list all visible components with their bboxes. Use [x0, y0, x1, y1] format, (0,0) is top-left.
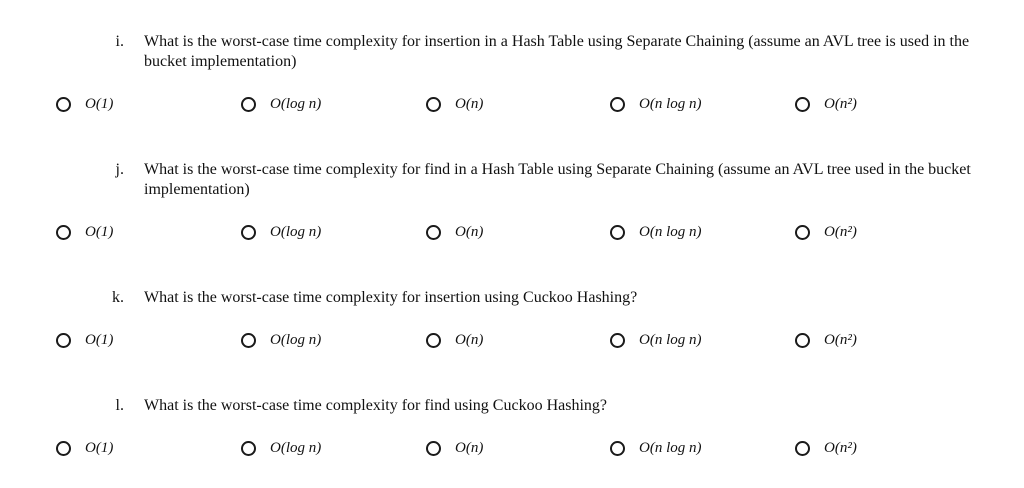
radio-circle-icon[interactable]: [610, 97, 625, 112]
option-label: O(1): [85, 331, 114, 348]
option-label: O(1): [85, 223, 114, 240]
option-o-n[interactable]: [426, 436, 483, 460]
option-o-1[interactable]: [56, 436, 113, 460]
option-label: O(n): [455, 331, 484, 348]
radio-circle-icon[interactable]: [241, 333, 256, 348]
option-label: O(n²): [824, 95, 857, 112]
option-label: O(1): [85, 439, 114, 456]
option-o-n-squared[interactable]: [795, 220, 857, 244]
option-o-log-n[interactable]: [241, 328, 321, 352]
option-label: O(log n): [270, 331, 322, 348]
radio-circle-icon[interactable]: [426, 333, 441, 348]
option-label: O(n): [455, 95, 484, 112]
option-o-log-n[interactable]: [241, 220, 321, 244]
option-label: O(n): [455, 439, 484, 456]
option-o-log-n[interactable]: [241, 92, 321, 116]
option-label: O(n²): [824, 223, 857, 240]
option-label: O(n²): [824, 331, 857, 348]
radio-circle-icon[interactable]: [56, 333, 71, 348]
option-label: O(n²): [824, 439, 857, 456]
option-o-n-log-n[interactable]: [610, 436, 702, 460]
option-o-n-log-n[interactable]: [610, 220, 702, 244]
radio-circle-icon[interactable]: [426, 97, 441, 112]
question-text: What is the worst-case time complexity for insertion in a Hash Table using Separate Chaining (assume an AVL tree is used in the bucket implementation): [144, 33, 970, 70]
question-text: What is the worst-case time complexity for find using Cuckoo Hashing?: [144, 397, 608, 414]
option-label: O(n log n): [639, 223, 702, 240]
option-label: O(n log n): [639, 439, 702, 456]
option-label: O(n log n): [639, 95, 702, 112]
radio-circle-icon[interactable]: [795, 441, 810, 456]
radio-circle-icon[interactable]: [56, 225, 71, 240]
option-o-log-n[interactable]: [241, 436, 321, 460]
option-o-n-squared[interactable]: [795, 436, 857, 460]
radio-circle-icon[interactable]: [795, 225, 810, 240]
radio-circle-icon[interactable]: [610, 441, 625, 456]
question-text: What is the worst-case time complexity for find in a Hash Table using Separate Chaining (assume an AVL tree used in the bucket implementation): [144, 161, 971, 198]
option-label: O(log n): [270, 95, 322, 112]
option-o-n[interactable]: [426, 220, 483, 244]
option-o-1[interactable]: [56, 220, 113, 244]
question-text: What is the worst-case time complexity for insertion using Cuckoo Hashing?: [144, 289, 638, 306]
radio-circle-icon[interactable]: [610, 333, 625, 348]
radio-circle-icon[interactable]: [795, 97, 810, 112]
radio-circle-icon[interactable]: [426, 225, 441, 240]
option-o-n-log-n[interactable]: [610, 328, 702, 352]
radio-circle-icon[interactable]: [426, 441, 441, 456]
option-o-n-squared[interactable]: [795, 328, 857, 352]
question-label: j.: [115, 161, 124, 178]
question-label: l.: [115, 397, 124, 414]
radio-circle-icon[interactable]: [795, 333, 810, 348]
option-label: O(log n): [270, 223, 322, 240]
radio-circle-icon[interactable]: [241, 225, 256, 240]
option-label: O(1): [85, 95, 114, 112]
option-label: O(log n): [270, 439, 322, 456]
option-o-n-log-n[interactable]: [610, 92, 702, 116]
radio-circle-icon[interactable]: [56, 441, 71, 456]
option-o-1[interactable]: [56, 328, 113, 352]
option-o-1[interactable]: [56, 92, 113, 116]
question-label: k.: [112, 289, 124, 306]
option-label: O(n log n): [639, 331, 702, 348]
radio-circle-icon[interactable]: [241, 97, 256, 112]
option-o-n-squared[interactable]: [795, 92, 857, 116]
option-o-n[interactable]: [426, 92, 483, 116]
radio-circle-icon[interactable]: [241, 441, 256, 456]
question-label: i.: [115, 33, 124, 50]
option-o-n[interactable]: [426, 328, 483, 352]
radio-circle-icon[interactable]: [610, 225, 625, 240]
option-label: O(n): [455, 223, 484, 240]
radio-circle-icon[interactable]: [56, 97, 71, 112]
